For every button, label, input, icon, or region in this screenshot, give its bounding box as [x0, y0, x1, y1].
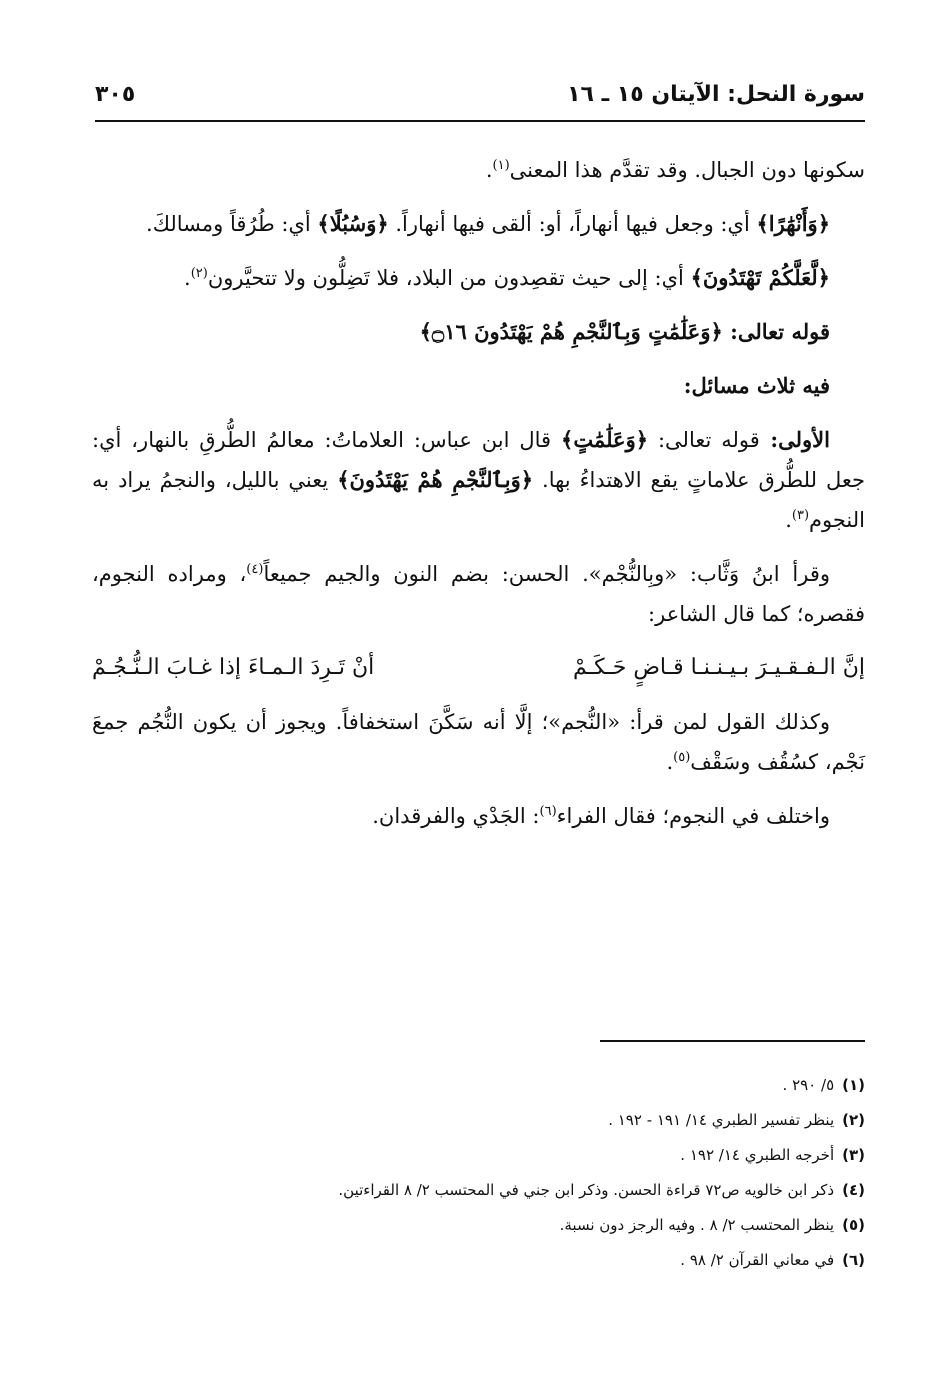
footnote-ref-4[interactable]: (٤): [246, 562, 264, 577]
footnote-item: [92, 1140, 865, 1170]
footnote-item: [92, 1175, 865, 1205]
text-segment: .: [785, 508, 792, 532]
text-segment: سكونها دون الجبال. وقد تقدَّم هذا المعنى: [509, 158, 865, 182]
text-segment: : الجَدْي والفرقدان.: [372, 804, 540, 828]
section-heading: فيه ثلاث مسائل:: [683, 373, 830, 398]
poetry-verse: [92, 648, 865, 688]
footnotes: [92, 1070, 865, 1280]
paragraph-9: [92, 796, 865, 836]
footnote-item: [92, 1210, 865, 1240]
paragraph-3: [92, 258, 865, 298]
text-segment: قال ابن عباس: العلاماتُ: معالمُ الطُّرقِ بالنهار، أي: جعل للطُّرق علاماتٍ يقع الاهتداءُ بها.: [92, 428, 865, 492]
footnote-text: ينظر المحتسب ٢/ ٨ . وفيه الرجز دون نسبة.: [559, 1216, 835, 1234]
text-segment: قوله تعالى:: [648, 428, 760, 452]
issue-label: الأولى:: [759, 427, 830, 452]
text-segment: وقرأ ابنُ وَثَّاب: «وبِالنُّجْم». الحسن: بضم النون والجيم جميعاً: [263, 562, 830, 586]
text-segment: أي: طُرُقاً ومسالكَ.: [146, 212, 318, 236]
paragraph-reading: [92, 554, 865, 634]
text-segment: ، ومراده النجوم، فقصره؛ كما قال الشاعر:: [92, 562, 865, 626]
running-title: سورة النحل: الآيتان ١٥ ـ ١٦: [567, 82, 865, 107]
footnote-text: ٥/ ٢٩٠ .: [782, 1076, 835, 1094]
paragraph-2: [92, 204, 865, 244]
text-segment: وكذلك القول لمن قرأ: «النُّجم»؛ إلَّا أنه سَكَّنَ استخفافاً. ويجوز أن يكون النُّجُم جمعَ نَجْم، كسُقُف وسَقْف: [92, 710, 865, 774]
text-segment: أي: وجعل فيها أنهاراً، أو: ألقى فيها أنهاراً.: [388, 212, 757, 236]
paragraph-8: [92, 702, 865, 782]
footnote-text: ذكر ابن خالويه ص٧٢ قراءة الحسن. وذكر ابن جني في المحتسب ٢/ ٨ القراءتين.: [338, 1181, 835, 1199]
quran-quote: ﴿لَّعَلَّكُمْ تَهْتَدُونَ﴾: [690, 265, 830, 290]
footnote-ref-3[interactable]: (٣): [791, 508, 810, 523]
poem-hemistich-right: إنَّ الـفـقـيـرَ بـيـنـنـا قـاضٍ حَـكَـمْ: [573, 655, 865, 680]
footnote-text: في معاني القرآن ٢/ ٩٨ .: [680, 1251, 835, 1269]
footnote-number: (٢): [842, 1111, 865, 1129]
footnote-number: (٤): [842, 1181, 865, 1199]
footnote-number: (٥): [842, 1216, 865, 1234]
footnote-text: أخرجه الطبري ١٤/ ١٩٢ .: [680, 1146, 835, 1164]
footnote-ref-2[interactable]: (٢): [190, 266, 208, 281]
header-rule: [95, 120, 865, 122]
poem-hemistich-left: أنْ تَـرِدَ الـمـاءَ إذا غـابَ الـنُّـجُـمْ: [92, 655, 375, 680]
footnote-item: [92, 1070, 865, 1100]
page-number: ٣٠٥: [95, 82, 136, 107]
quran-quote: ﴿وَأَنْهَٰرًا﴾: [756, 211, 830, 236]
paragraph-1: [92, 150, 865, 190]
footnote-text: ينظر تفسير الطبري ١٤/ ١٩١ - ١٩٢ .: [608, 1111, 835, 1129]
verse-heading: [92, 312, 865, 352]
text-segment: .: [184, 266, 191, 290]
text-segment: .: [666, 750, 674, 774]
paragraph-issue-1: [92, 420, 865, 540]
footnote-separator: [600, 1040, 865, 1042]
text-segment: واختلف في النجوم؛ فقال الفراء: [556, 804, 830, 828]
text-segment: .: [485, 158, 493, 182]
footnote-ref-6[interactable]: (٦): [539, 804, 557, 819]
footnote-item: [92, 1105, 865, 1135]
quran-quote: ﴿وَعَلَٰمَٰتٍ وَبِٱلنَّجْمِ هُمْ يَهْتَدُونَ ۝١٦﴾: [419, 319, 723, 344]
footnote-ref-5[interactable]: (٥): [673, 750, 691, 765]
text-segment: أي: إلى حيث تقصِدون من البلاد، فلا تَضِلُّون ولا تتحيَّرون: [207, 266, 691, 290]
verse-heading-lead: قوله تعالى:: [722, 319, 830, 344]
quran-quote: ﴿وَعَلَٰمَٰتٍ﴾: [561, 427, 649, 452]
footnote-item: [92, 1245, 865, 1275]
footnote-number: (١): [842, 1076, 865, 1094]
footnote-number: (٦): [842, 1251, 865, 1269]
quran-quote: ﴿وَبِٱلنَّجْمِ هُمْ يَهْتَدُونَ﴾: [337, 467, 534, 492]
text-segment: يعني بالليل، والنجمُ يراد به النجوم: [92, 468, 865, 532]
quran-quote: ﴿وَسُبُلًا﴾: [317, 211, 389, 236]
footnote-number: (٣): [842, 1146, 865, 1164]
main-text: [92, 150, 865, 850]
footnote-ref-1[interactable]: (١): [492, 158, 510, 173]
page-header: [95, 78, 865, 118]
